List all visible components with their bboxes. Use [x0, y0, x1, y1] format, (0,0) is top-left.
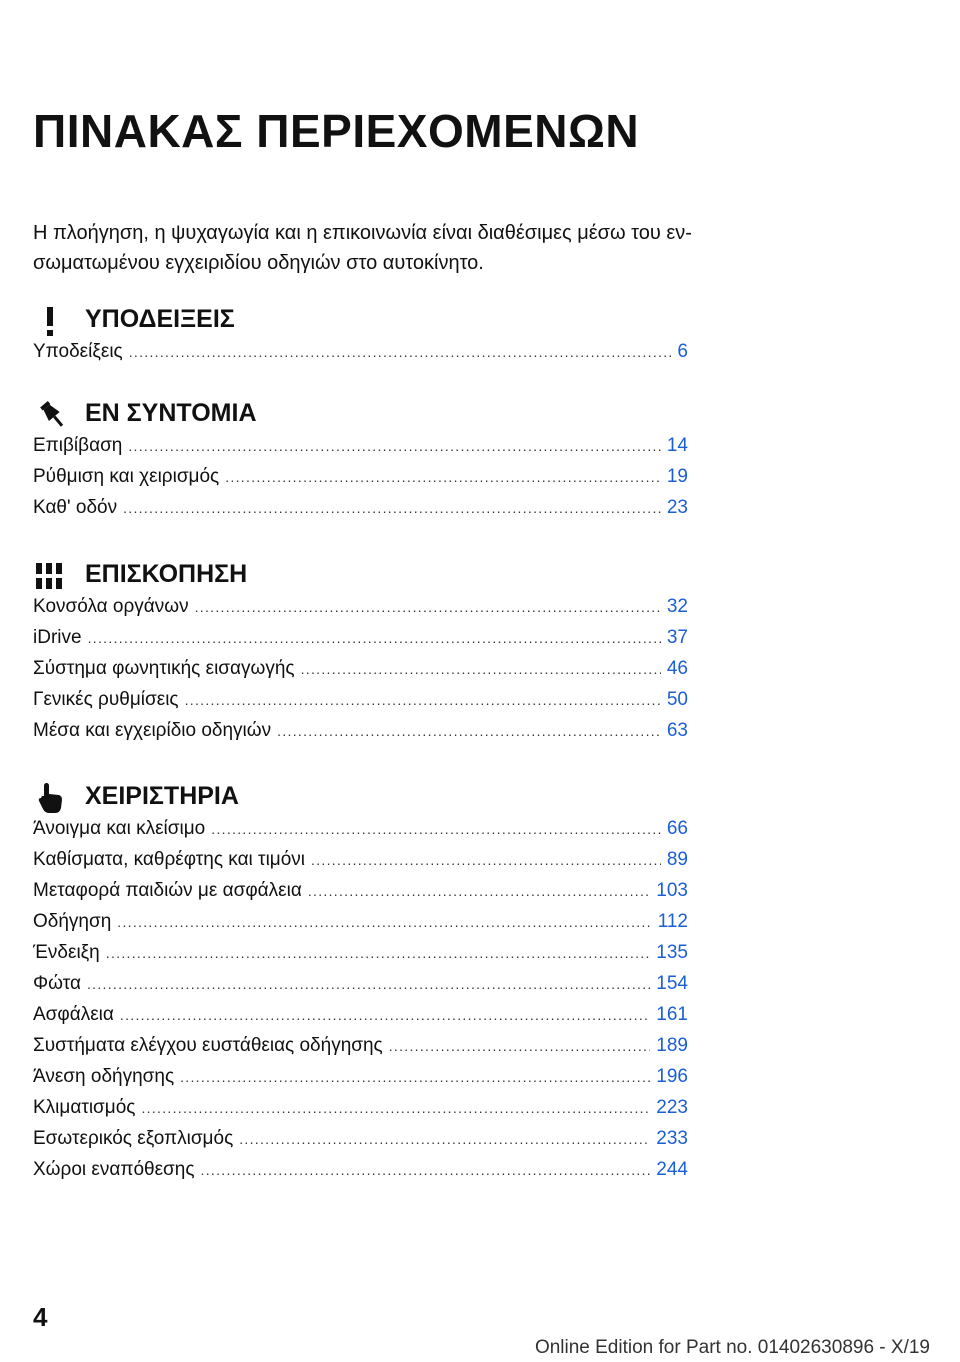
section-at-a-glance: [33, 395, 688, 528]
toc-entry-page[interactable]: 63: [666, 720, 688, 741]
section-title: ΥΠΟΔΕΙΞΕΙΣ: [85, 305, 235, 333]
toc-leader-dots: [185, 692, 661, 708]
toc-entry-label: Χώροι εναπόθεσης: [33, 1159, 195, 1180]
toc-entry-page[interactable]: 66: [666, 818, 688, 839]
toc-entry[interactable]: [33, 596, 688, 627]
toc-entry-page[interactable]: 244: [656, 1159, 688, 1180]
toc-entry-label: Κονσόλα οργάνων: [33, 596, 189, 617]
toc-entry[interactable]: [33, 720, 688, 751]
toc-entry-page[interactable]: 37: [666, 627, 688, 648]
toc-entry[interactable]: [33, 1035, 688, 1066]
toc-entry-label: Ένδειξη: [33, 942, 100, 963]
footer-edition-note: Online Edition for Part no. 01402630896 - X/19: [534, 1337, 930, 1358]
toc-entry[interactable]: [33, 973, 688, 1004]
toc-entry[interactable]: [33, 911, 688, 942]
toc-leader-dots: [120, 1007, 650, 1023]
toc-entry-page[interactable]: 196: [656, 1066, 688, 1087]
toc-leader-dots: [128, 438, 661, 454]
toc-entry[interactable]: [33, 1004, 688, 1035]
toc-entry-label: Επιβίβαση: [33, 435, 123, 456]
toc-entry[interactable]: [33, 849, 688, 880]
toc-entry-page[interactable]: 23: [666, 497, 688, 518]
toc-leader-dots: [106, 945, 651, 961]
section-overview: [33, 556, 688, 751]
toc-entry-page[interactable]: 6: [677, 341, 688, 362]
section-header: [33, 301, 688, 341]
toc-entry-page[interactable]: 32: [666, 596, 688, 617]
toc-entry-label: Γενικές ρυθμίσεις: [33, 689, 179, 710]
toc-leader-dots: [225, 469, 661, 485]
toc-leader-dots: [239, 1131, 650, 1147]
exclamation-icon: [33, 305, 73, 337]
grid-icon: [33, 560, 73, 592]
toc-entry-page[interactable]: 50: [666, 689, 688, 710]
toc-entry-label: Μέσα και εγχειρίδιο οδηγιών: [33, 720, 272, 741]
toc-leader-dots: [180, 1069, 650, 1085]
toc-entry-label: Ασφάλεια: [33, 1004, 114, 1025]
toc-leader-dots: [117, 914, 651, 930]
section-title: ΕΠΙΣΚΟΠΗΣΗ: [85, 560, 248, 588]
toc-entry[interactable]: [33, 627, 688, 658]
toc-leader-dots: [277, 723, 661, 739]
toc-entry-label: Εσωτερικός εξοπλισμός: [33, 1128, 234, 1149]
toc-entry-page[interactable]: 154: [656, 973, 688, 994]
toc-entry[interactable]: [33, 818, 688, 849]
page-number: 4: [33, 1302, 48, 1332]
section-notes: [33, 301, 688, 372]
toc-entry-label: Ρύθμιση και χειρισμός: [33, 466, 220, 487]
toc-entry[interactable]: [33, 341, 688, 372]
toc-entry[interactable]: [33, 435, 688, 466]
toc-entry-page[interactable]: 103: [656, 880, 688, 901]
toc-leader-dots: [141, 1100, 650, 1116]
pushpin-icon: [33, 399, 73, 431]
section-title: ΕΝ ΣΥΝΤΟΜΙΑ: [85, 399, 257, 427]
toc-entry[interactable]: [33, 880, 688, 911]
section-title: ΧΕΙΡΙΣΤΗΡΙΑ: [85, 782, 239, 810]
toc-entry-label: Φώτα: [33, 973, 81, 994]
page-title: ΠΙΝΑΚΑΣ ΠΕΡΙΕΧΟΜΕΝΩΝ: [33, 105, 640, 157]
toc-leader-dots: [129, 344, 672, 360]
toc-leader-dots: [311, 852, 661, 868]
toc-entry[interactable]: [33, 1128, 688, 1159]
toc-entry[interactable]: [33, 466, 688, 497]
toc-leader-dots: [123, 500, 661, 516]
toc-entry-page[interactable]: 19: [666, 466, 688, 487]
toc-entry-page[interactable]: 233: [656, 1128, 688, 1149]
hand-pointer-icon: [33, 782, 73, 814]
toc-entry-label: Οδήγηση: [33, 911, 112, 932]
toc-entry-page[interactable]: 14: [666, 435, 688, 456]
toc-entry-page[interactable]: 161: [656, 1004, 688, 1025]
toc-entry-label: Καθίσματα, καθρέφτης και τιμόνι: [33, 849, 306, 870]
toc-entry-label: Συστήματα ελέγχου ευστάθειας οδήγησης: [33, 1035, 383, 1056]
toc-entry[interactable]: [33, 1159, 688, 1190]
toc-entry-page[interactable]: 223: [656, 1097, 688, 1118]
toc-leader-dots: [87, 976, 650, 992]
toc-entry-page[interactable]: 89: [666, 849, 688, 870]
section-header: [33, 395, 688, 435]
toc-entry-page[interactable]: 189: [656, 1035, 688, 1056]
toc-entry-label: iDrive: [33, 627, 82, 648]
toc-entry[interactable]: [33, 942, 688, 973]
toc-entry[interactable]: [33, 658, 688, 689]
toc-entry-label: Σύστημα φωνητικής εισαγωγής: [33, 658, 295, 679]
section-header: [33, 778, 688, 818]
toc-entry[interactable]: [33, 1066, 688, 1097]
toc-entry-page[interactable]: 46: [666, 658, 688, 679]
toc-entry-label: Υποδείξεις: [33, 341, 123, 362]
toc-leader-dots: [195, 599, 661, 615]
toc-leader-dots: [88, 630, 661, 646]
toc-leader-dots: [211, 821, 661, 837]
toc-entry[interactable]: [33, 1097, 688, 1128]
toc-entry-label: Άνεση οδήγησης: [33, 1066, 175, 1087]
toc-entry-label: Κλιματισμός: [33, 1097, 136, 1118]
toc-entry-page[interactable]: 112: [657, 911, 688, 932]
toc-entry-label: Μεταφορά παιδιών με ασφάλεια: [33, 880, 302, 901]
toc-leader-dots: [308, 883, 650, 899]
toc-entry[interactable]: [33, 689, 688, 720]
toc-entry-label: Άνοιγμα και κλείσιμο: [33, 818, 206, 839]
toc-leader-dots: [389, 1038, 651, 1054]
toc-leader-dots: [301, 661, 661, 677]
toc-entry[interactable]: [33, 497, 688, 528]
section-header: [33, 556, 688, 596]
intro-paragraph: Η πλοήγηση, η ψυχαγωγία και η επικοινωνία είναι διαθέσιμες μέσω του εν-σωματωμένου εγχειριδίου οδηγιών στο αυτοκίνητο.: [33, 222, 692, 274]
toc-leader-dots: [201, 1162, 651, 1178]
section-controls: [33, 778, 688, 1190]
toc-entry-label: Καθ' οδόν: [33, 497, 118, 518]
toc-entry-page[interactable]: 135: [656, 942, 688, 963]
